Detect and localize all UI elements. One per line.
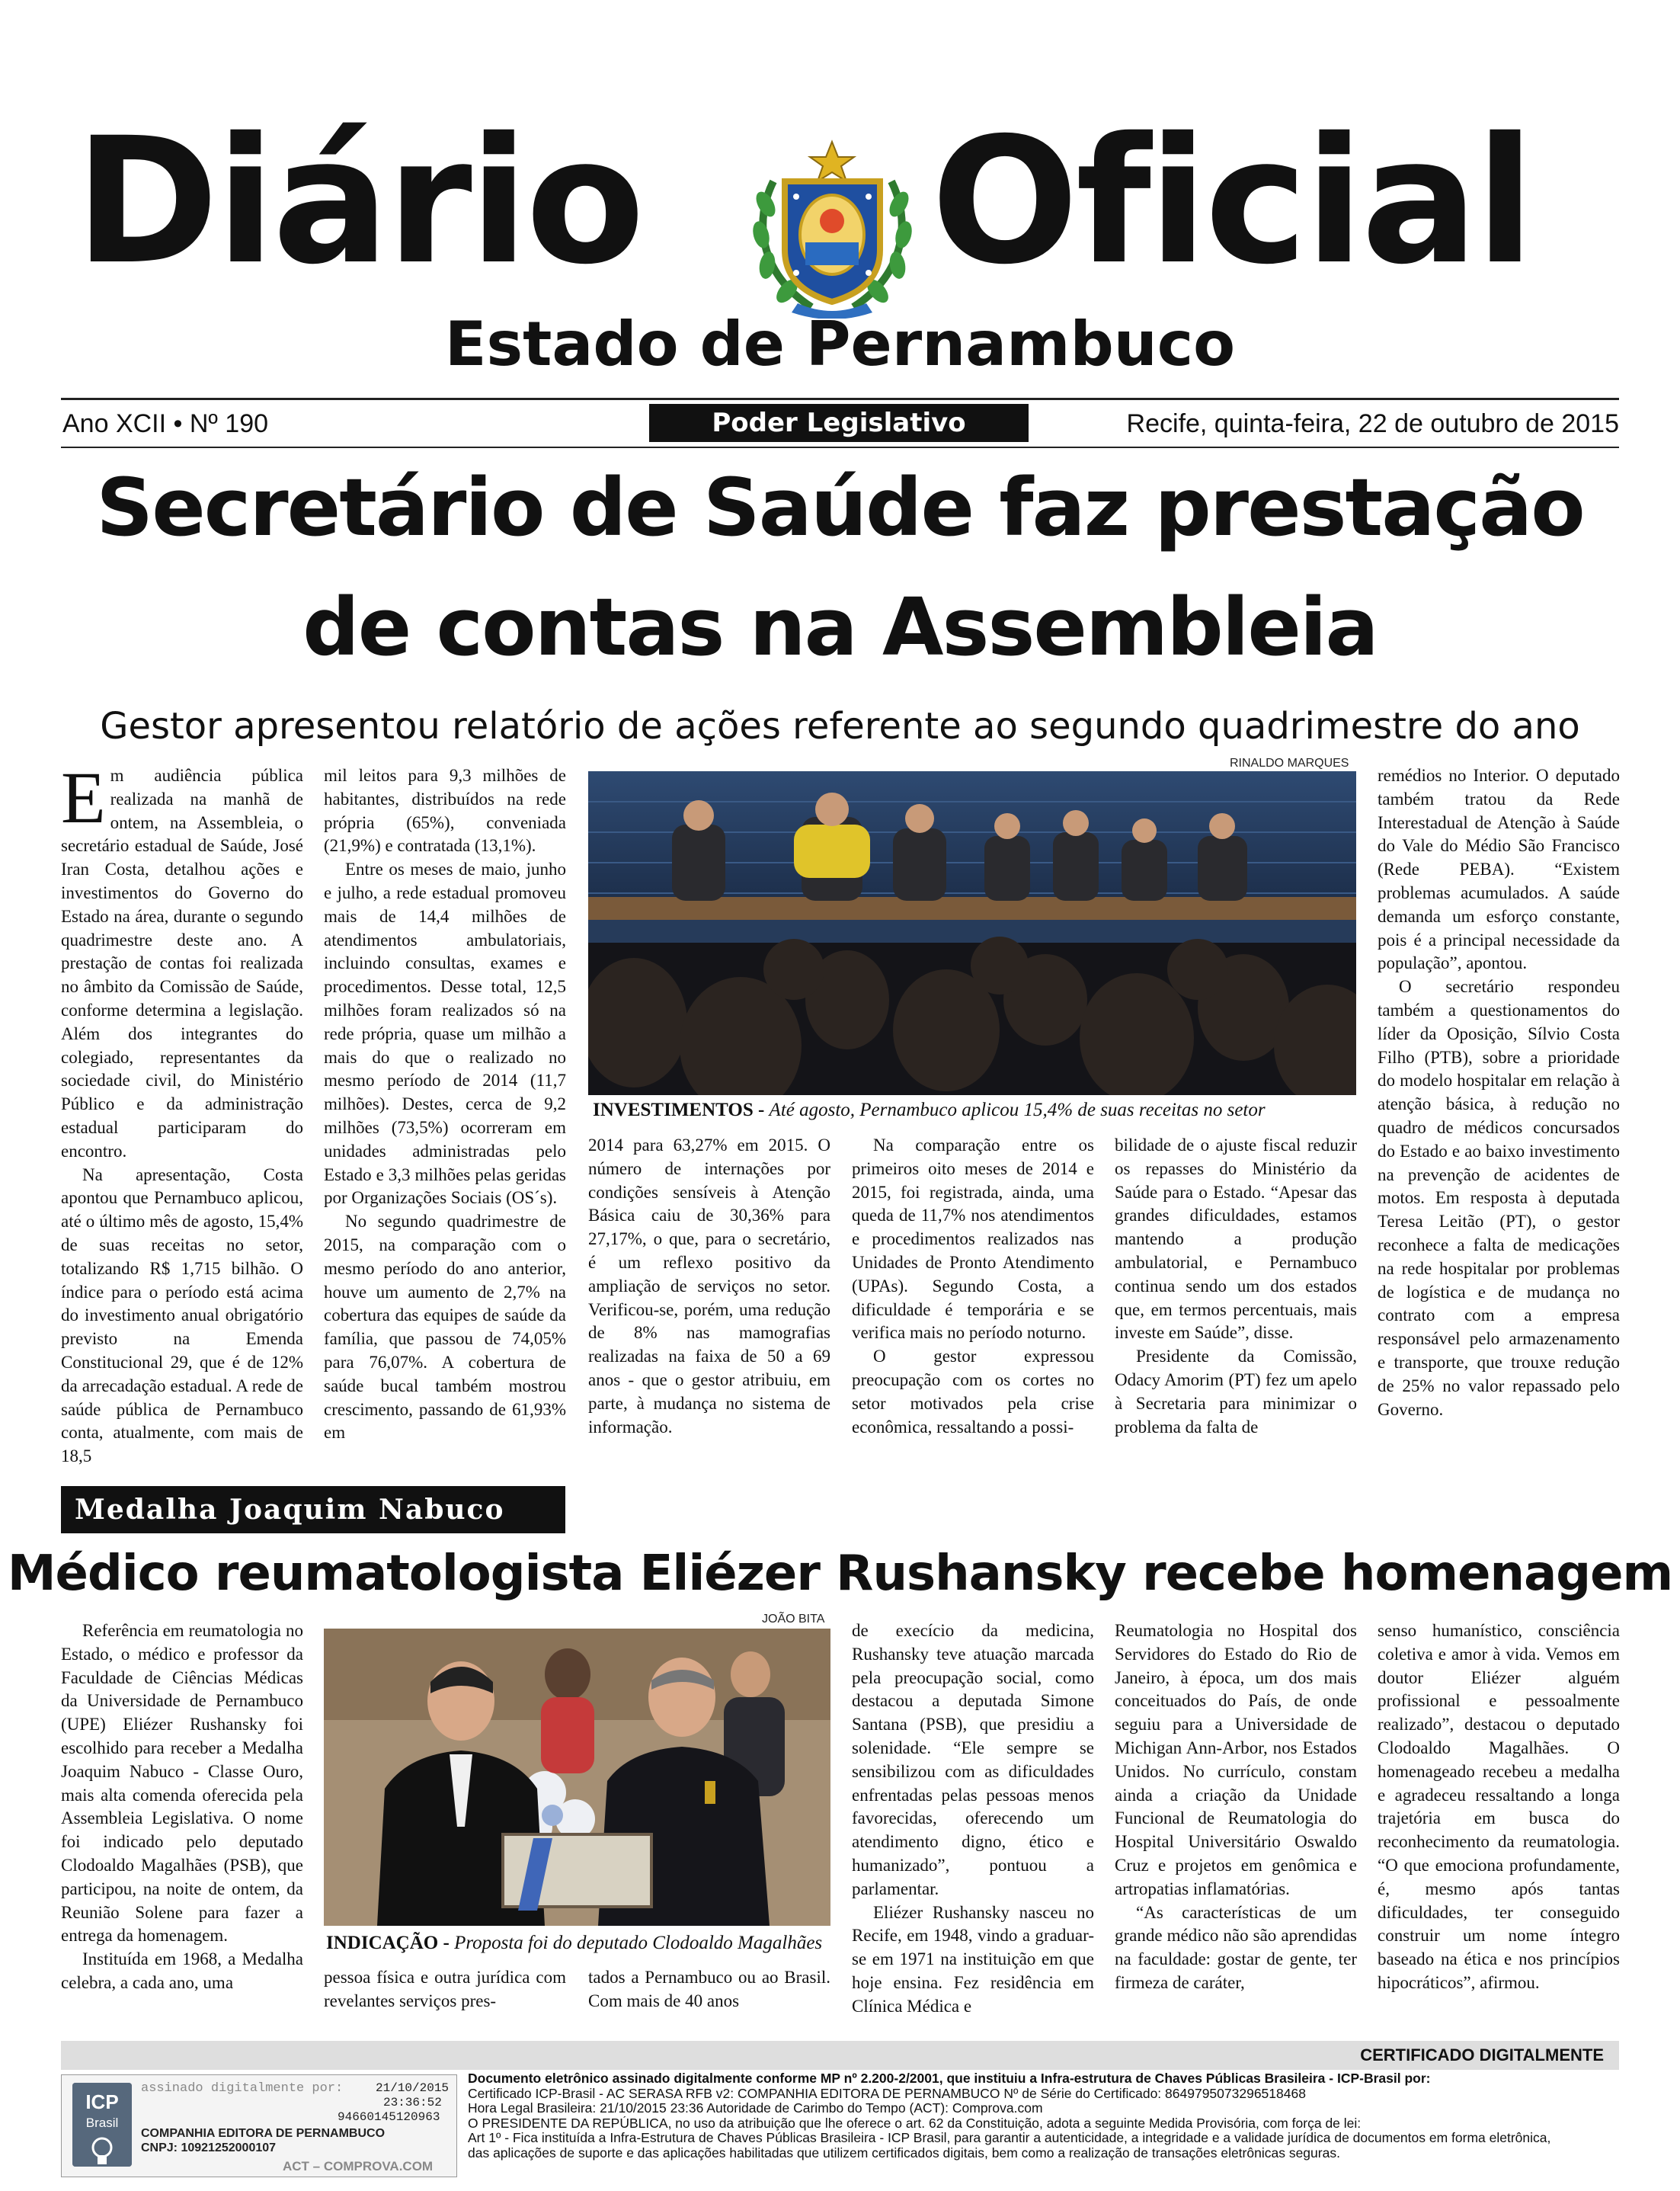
masthead-title-right: Oficial (931, 100, 1532, 303)
lead-column-6 (1378, 764, 1620, 1465)
lead-paragraph: No segundo quadrimestre de 2015, na comparação com o mesmo período do ano anterior, houve um aumento de 2,7% na cobertura das equipes de saúde da família, que passou de 74,05% para 76,07%. A cobertura de saúde bucal também mostrou crescimento, passando de 61,93% em (324, 1212, 566, 1443)
second-paragraph: Reumatologia no Hospital dos Servidores do Estado do Rio de Janeiro, à época, um dos mais conceituados do País, de onde seguiu para a Universidade de Michigan Ann-Arbor, nos Estados Unidos. No currículo, constam ainda a criação da Unidade Funcional de Reumatologia do Hospital Universitário Oswaldo Cruz e projetos em genômica e artropatias inflamatórias. (1115, 1621, 1357, 1898)
masthead-rule-top (61, 398, 1619, 400)
lead-paragraph: Na comparação entre os primeiros oito meses de 2014 e 2015, foi registrada, ainda, uma queda de 11,7% nos atendimentos e procedimentos realizados nas Unidades de Pronto Atendimento (UPAs). Segundo Costa, a dificuldade é temporária e se verifica mais no período noturno. (852, 1136, 1094, 1343)
second-headline: Médico reumatologista Eliézer Rushansky recebe homenagem (7, 1546, 1673, 1602)
stamp-time: 23:36:52 (383, 2096, 442, 2109)
stamp-brand: ACT – COMPROVA.COM (283, 2159, 434, 2173)
drop-cap: E (61, 764, 106, 838)
masthead-rule-bottom (61, 447, 1619, 448)
second-paragraph: “As características de um grande médico não são aprendidas na faculdade: gostar de gente, ter firmeza de caráter, (1115, 1902, 1357, 1992)
lead-deck: Gestor apresentou relatório de ações referente ao segundo quadrimestre do ano (100, 705, 1580, 748)
caption-label: INDICAÇÃO - (326, 1933, 450, 1953)
lead-paragraph: bilidade de o ajuste fiscal reduzir os repasses do Ministério da Saúde para o Estado. “Apesar das grandes dificuldades, estamos mantendo a produção ambulatorial, e Pernambuco continua sendo um dos estados que, em termos percentuais, mais investe em Saúde”, disse. (1115, 1136, 1357, 1343)
second-column-5 (1115, 1619, 1357, 2016)
second-paragraph: de execício da medicina, Rushansky teve atuação marcada pela preocupação social, como destacou a deputada Simone Santana (PSB), que presidiu a solenidade. “Ele sempre se sensibilizou com as dificuldades enfrentadas pelas pessoas menos favorecidas, oferecendo um atendimento digno, ético e humanizado”, pontuou a parlamentar. (852, 1621, 1094, 1898)
signature-stamp (61, 2074, 457, 2177)
stamp-code: 94660145120963 (338, 2110, 440, 2124)
second-column-3 (588, 1966, 830, 2020)
certificate-line: O PRESIDENTE DA REPÚBLICA, no uso da atribuição que lhe oferece o art. 62 da Constituição, adota a seguinte Medida Provisória, com força de lei: (468, 2116, 1362, 2131)
second-photo-caption (326, 1933, 822, 1954)
edition-number: Ano XCII • Nº 190 (62, 409, 269, 438)
lead-column-2 (324, 764, 566, 1465)
lead-paragraph: Na apresentação, Costa apontou que Pernambuco aplicou, até o último mês de agosto, 15,4% de suas receitas no setor, totalizando R$ 1,715 bilhão. O índice para o período está acima do investimento anual obrigatório previsto na Emenda Constitucional 29, que é de 12% da arrecadação estadual. A rede de saúde pública de Pernambuco conta, atualmente, com mais de 18,5 (61, 1164, 303, 1465)
certificate-label: CERTIFICADO DIGITALMENTE (1360, 2045, 1604, 2064)
caption-label: INVESTIMENTOS - (593, 1100, 765, 1120)
lead-headline-line2: de contas na Assembleia (302, 581, 1378, 674)
certificate-line: das aplicações de suporte e das aplicações habilitadas que utilizem certificados digitais, bem como a realização de transações eletrônicas seguras. (468, 2145, 1340, 2161)
stamp-company: COMPANHIA EDITORA DE PERNAMBUCO (141, 2127, 386, 2140)
lead-paragraph: mil leitos para 9,3 milhões de habitantes, distribuídos na rede própria (65%), conveniada (21,9%) e contratada (13,1%). (324, 766, 566, 856)
second-paragraph: Instituída em 1968, a Medalha celebra, a cada ano, uma (61, 1949, 303, 1992)
caption-text: Até agosto, Pernambuco aplicou 15,4% de suas receitas no setor (769, 1100, 1266, 1120)
stamp-cnpj: CNPJ: 10921252000107 (141, 2141, 277, 2154)
lead-photo (588, 771, 1356, 1095)
stamp-label: assinado digitalmente por: (141, 2081, 344, 2096)
certificate-bar (61, 2041, 1619, 2070)
lead-column-3 (588, 1134, 830, 1469)
second-paragraph: senso humanístico, consciência coletiva e amor à vida. Vemos em doutor Eliézer alguém profissional e pessoalmente realizado”, destacou o deputado Clodoaldo Magalhães. O homenageado recebeu a medalha e agradeceu ressaltando a longa trajetória em busca do reconhecimento da reumatologia. “O que emociona profundamente, é, mesmo após tantas dificuldades, ter conseguido construir um nome íntegro baseado na ética e nos princípios hipocráticos”, afirmou. (1378, 1621, 1620, 1992)
dateline: Recife, quinta-feira, 22 de outubro de 2015 (1126, 409, 1619, 438)
certificate-line: Documento eletrônico assinado digitalmente conforme MP nº 2.200-2/2001, que instituiu a Infra-estrutura de Chaves Públicas Brasileira - ICP-Brasil por: (468, 2071, 1431, 2086)
svg-text:Brasil: Brasil (85, 2116, 119, 2130)
lead-paragraph: m audiência pública realizada na manhã de ontem, na Assembleia, o secretário estadual de Saúde, José Iran Costa, detalhou ações e investimentos do Governo do Estado na área, durante o segundo quadrimestre deste ano. A prestação de contas foi realizada no âmbito da Comissão de Saúde, conforme determina a legislação. Além dos integrantes do colegiado, representantes da sociedade civil, do Ministério Público e da administração estadual participaram do encontro. (61, 766, 303, 1161)
certificate-line: Art 1º - Fica instituída a Infra-Estrutura de Chaves Públicas Brasileira - ICP Brasil, para garantir a autenticidade, a integridade e a validade jurídica de documentos em forma eletrônica, (468, 2131, 1551, 2145)
lead-photo-credit: RINALDO MARQUES (1230, 757, 1349, 770)
second-paragraph: tados a Pernambuco ou ao Brasil. Com mais de 40 anos (588, 1968, 830, 2010)
certificate-line: Hora Legal Brasileira: 21/10/2015 23:36 Autoridade de Carimbo do Tempo (ACT): Comprova.com (468, 2101, 1043, 2116)
coat-of-arms-icon (750, 136, 914, 319)
second-column-6 (1378, 1619, 1620, 2016)
second-photo-credit: JOÃO BITA (762, 1613, 825, 1626)
lead-column-4 (852, 1134, 1094, 1469)
section-label: Poder Legislativo (649, 404, 1029, 442)
second-paragraph: pessoa física e outra jurídica com revelantes serviços pres- (324, 1968, 566, 2010)
masthead-title-left: Diário (75, 100, 642, 303)
second-paragraph: Eliézer Rushansky nasceu no Recife, em 1948, vindo a graduar-se em 1971 na instituição em que hoje ensina. Fez residência em Clínica Médica e (852, 1902, 1094, 2016)
second-column-4 (852, 1619, 1094, 2016)
caption-text: Proposta foi do deputado Clodoaldo Magalhães (454, 1933, 823, 1953)
icp-brasil-logo-icon (72, 2083, 132, 2167)
lead-column-1 (61, 764, 303, 1465)
second-column-2 (324, 1966, 566, 2020)
stamp-date: 21/10/2015 (376, 2081, 450, 2095)
svg-text:ICP: ICP (85, 2090, 119, 2113)
lead-column-5 (1115, 1134, 1357, 1469)
lead-paragraph: remédios no Interior. O deputado também tratou da Rede Interestadual de Atenção à Saúde do Vale do Médio São Francisco (Rede PEBA). “Existem problemas acumulados. A saúde demanda um esforço constante, pois é a principal necessidade da população”, apontou. (1378, 766, 1620, 973)
lead-paragraph: Entre os meses de maio, junho e julho, a rede estadual promoveu mais de 14,4 milhões de atendimentos ambulatoriais, incluindo consultas, exames e procedimentos. Desse total, 12,5 milhões foram realizados só na rede própria, quase um milhão a mais do que o realizado no mesmo período de 2014 (11,7 milhões). Destes, cerca de 9,2 milhões (73,5%) ocorreram em unidades administradas pelo Estado e 3,3 milhões pelas geridas por Organizações Sociais (OS´s). (324, 860, 566, 1208)
lead-paragraph: Presidente da Comissão, Odacy Amorim (PT) fez um apelo à Secretaria para minimizar o problema da falta de (1115, 1347, 1357, 1437)
certificate-line: Certificado ICP-Brasil - AC SERASA RFB v2: COMPANHIA EDITORA DE PERNAMBUCO Nº de Série do Certificado: 8649795073296518468 (468, 2086, 1306, 2101)
lead-photo-caption (593, 1100, 1266, 1121)
lead-paragraph: O gestor expressou preocupação com os cortes no setor motivados pela crise econômica, ressaltando a possi- (852, 1347, 1094, 1437)
second-paragraph: Referência em reumatologia no Estado, o médico e professor da Faculdade de Ciências Médicas da Universidade de Pernambuco (UPE) Eliézer Rushansky foi escolhido para receber a Medalha Joaquim Nabuco - Classe Ouro, mais alta comenda oferecida pela Assembleia Legislativa. O nome foi indicado pelo deputado Clodoaldo Magalhães (PSB), que participou, na noite de ontem, da Reunião Solene para fazer a entrega da homenagem. (61, 1621, 303, 1946)
lead-paragraph: O secretário respondeu também a questionamentos do líder da Oposição, Sílvio Costa Filho (PTB), sobre a prioridade do modelo hospitalar em relação à atenção básica, à redução no quadro de médicos concursados do Estado e ao baixo investimento na prevenção de acidentes de motos. Em resposta à deputada Teresa Leitão (PT), o gestor reconhece a falta de medicações na rede hospitalar por problemas de logística e de mudança no contrato com a empresa responsável pelo armazenamento e transporte, que trouxe redução de 25% no valor repassado pelo Governo. (1378, 977, 1620, 1419)
masthead-subtitle: Estado de Pernambuco (444, 309, 1236, 380)
certificate-text (468, 2071, 1626, 2161)
lead-paragraph: 2014 para 63,27% em 2015. O número de internações por condições sensíveis à Atenção Básica caiu de 30,36% para 27,17%, o que, para o secretário, é um reflexo positivo da ampliação de serviços no setor. Verificou-se, porém, uma redução de 8% nas mamografias realizadas na faixa de 50 a 69 anos - que o gestor atribuiu, em parte, à mudança no sistema de informação. (588, 1136, 830, 1437)
lead-headline-line1: Secretário de Saúde faz prestação (96, 461, 1584, 554)
second-kicker: Medalha Joaquim Nabuco (61, 1486, 565, 1533)
second-photo (324, 1629, 830, 1926)
second-column-1 (61, 1619, 303, 2016)
